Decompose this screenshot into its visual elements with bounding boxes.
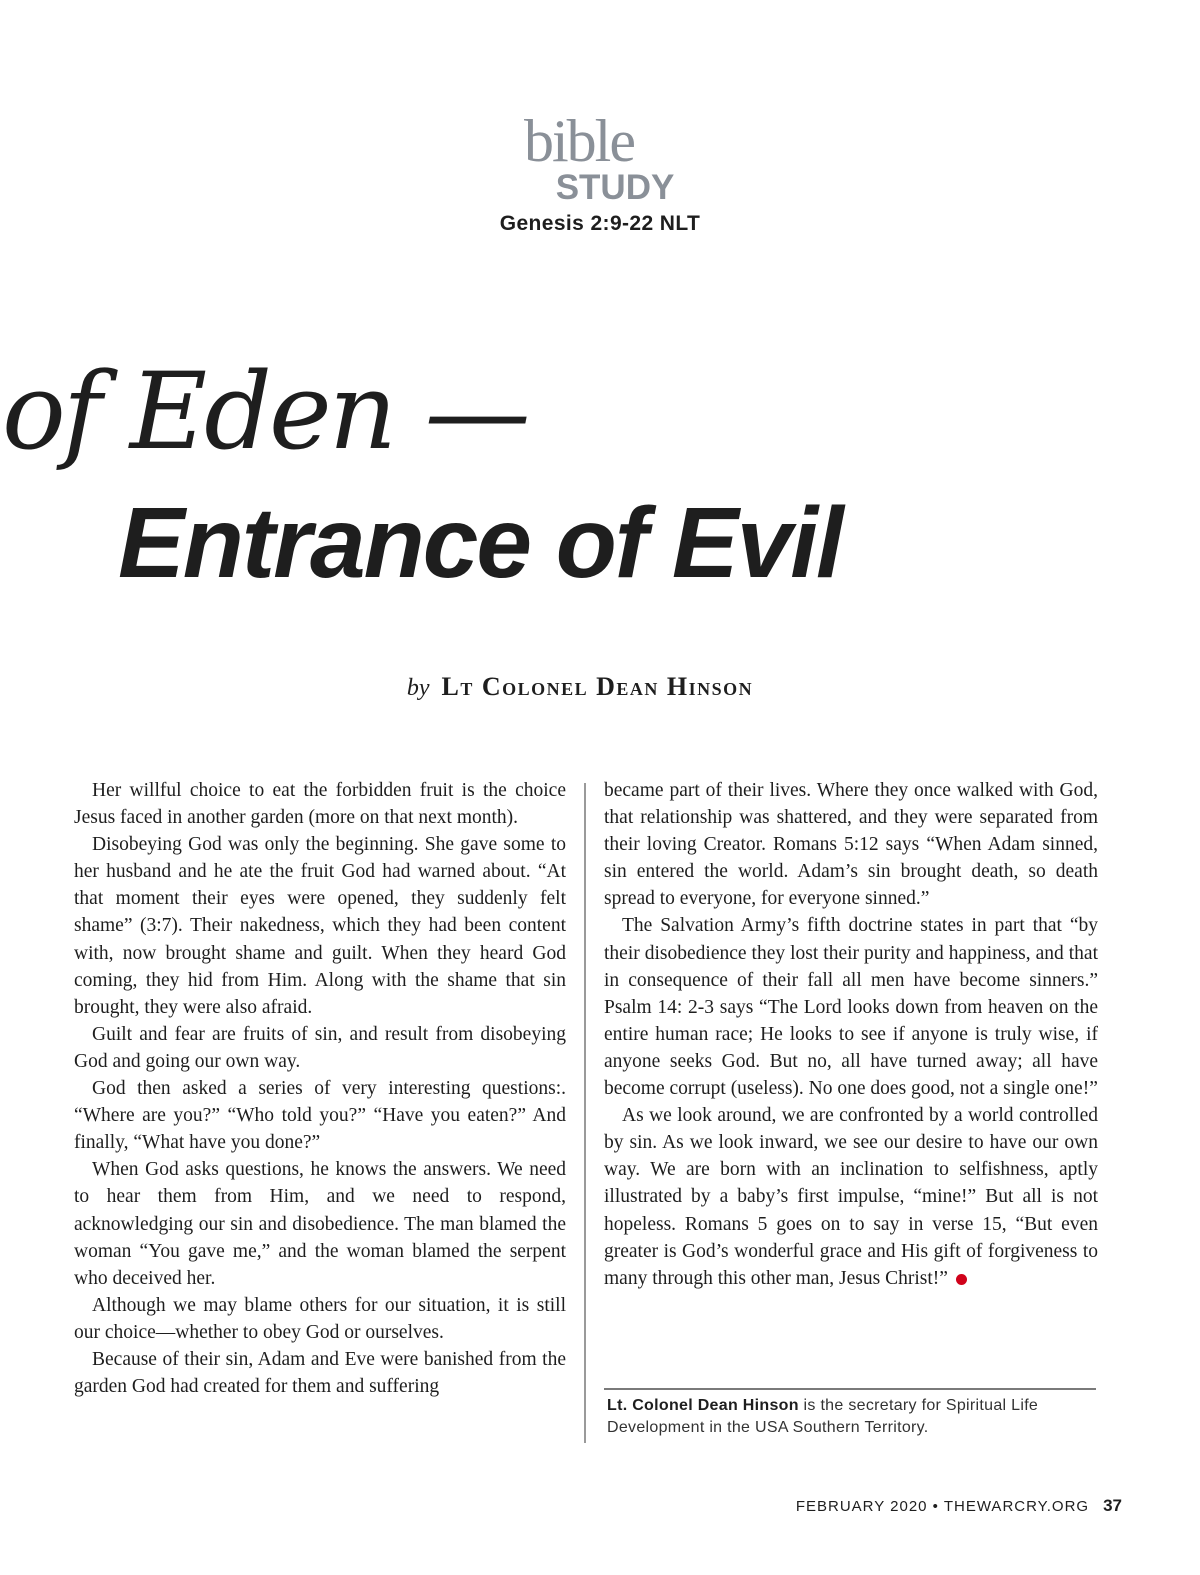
author-name: Lt Colonel Dean Hinson	[441, 672, 754, 701]
logo-study-word: STUDY	[555, 168, 675, 207]
paragraph: God then asked a series of very interesting questions:. “Where are you?” “Who told you?” “Have you eaten?” And finally, “What have you done?”	[74, 1078, 566, 1154]
bio-text: is the secretary for Spiritual Life Development in the USA Southern Territory.	[607, 1397, 1039, 1436]
bio-author-name: Lt. Colonel Dean Hinson	[607, 1397, 799, 1414]
section-header	[0, 108, 1200, 236]
paragraph: When God asks questions, he knows the answers. We need to hear them from Him, and we need to respond, acknowledging our sin and disobedience. The man blamed the woman “You gave me,” and the woman blamed the serpent who deceived her.	[74, 1159, 566, 1289]
author-bio	[607, 1395, 1097, 1439]
article-left-column	[74, 777, 566, 1400]
footer-issue: FEBRUARY 2020 • THEWARCRY.ORG	[795, 1498, 1090, 1515]
bio-divider	[604, 1388, 1096, 1390]
page-number: 37	[1103, 1496, 1122, 1515]
paragraph: Her willful choice to eat the forbidden fruit is the choice Jesus faced in another garden (more on that next month).	[74, 780, 566, 829]
paragraph-text: As we look around, we are confronted by a world controlled by sin. As we look inward, we see our desire to have our own way. We are born with an inclination to selfishness, aptly illustrated by a baby’s first impulse, “mine!” But all is not hopeless. Romans 5 goes on to say in verse 15, “But even greater is God’s wonderful grace and His gift of forgiveness to many through this other man, Jesus Christ!”	[604, 1105, 1098, 1289]
paragraph: Although we may blame others for our situation, it is still our choice—whether to obey God or ourselves.	[74, 1294, 566, 1343]
byline-prefix: by	[406, 675, 430, 701]
title-line-1: of Eden —	[2, 350, 528, 473]
paragraph	[604, 1102, 1098, 1292]
logo-bible-word: bible	[524, 108, 634, 174]
paragraph: Guilt and fear are fruits of sin, and result from disobeying God and going our own way.	[74, 1023, 566, 1072]
end-mark-icon	[956, 1274, 967, 1285]
page-footer	[796, 1496, 1122, 1516]
paragraph-continued: became part of their lives. Where they once walked with God, that relationship was shattered, and they were separated from their loving Creator. Romans 5:12 says “When Adam sinned, sin entered the world. Adam’s sin brought death, so death spread to everyone, for everyone sinned.”	[604, 780, 1098, 910]
article-right-column	[604, 777, 1098, 1292]
paragraph: Because of their sin, Adam and Eve were banished from the garden God had created for them and suffering	[74, 1348, 566, 1398]
column-divider	[584, 783, 586, 1443]
byline	[0, 672, 1160, 702]
title-line-2: Entrance of Evil	[118, 487, 842, 599]
paragraph: Disobeying God was only the beginning. She gave some to her husband and he ate the fruit God had warned about. “At that moment their eyes were opened, they suddenly felt shame” (3:7). Their nakedness, which they had been content with, now brought shame and guilt. When they heard God coming, they hid from Him. Along with the shame that sin brought, they were also afraid.	[74, 834, 566, 1018]
scripture-reference: Genesis 2:9-22 NLT	[499, 212, 701, 235]
paragraph: The Salvation Army’s fifth doctrine states in part that “by their disobedience they lost their purity and happiness, and that in consequence of their fall all men have become sinners.” Psalm 14: 2-3 says “The Lord looks down from heaven on the entire human race; He looks to see if anyone is truly wise, if anyone seeks God. But no, all have turned away; all have become corrupt (useless). No one does good, not a single one!”	[604, 915, 1098, 1100]
